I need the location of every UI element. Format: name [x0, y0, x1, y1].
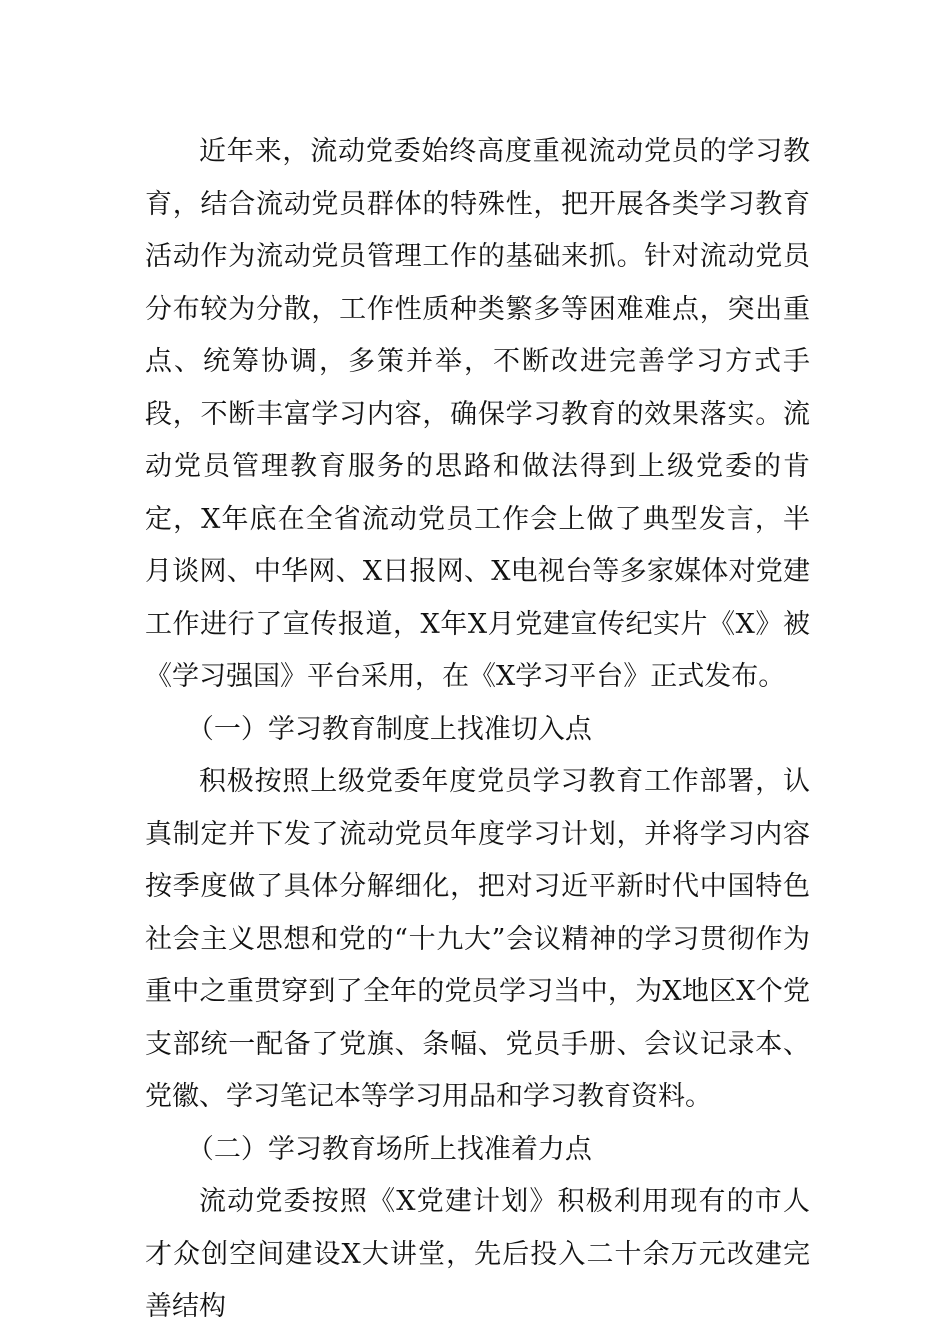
section-heading-2: （二）学习教育场所上找准着力点: [186, 1133, 592, 1165]
paragraph-section-2: 流动党委按照《X党建计划》积极利用现有的市人才众创空间建设X大讲堂，先后投入二十余万元改建完善结构: [145, 1186, 810, 1322]
section-heading-1: （一）学习教育制度上找准切入点: [186, 713, 592, 745]
paragraph-section-1: 积极按照上级党委年度党员学习教育工作部署，认真制定并下发了流动党员年度学习计划，并将学习内容按季度做了具体分解细化，把对习近平新时代中国特色社会主义思想和党的“十九大”会议精神的学习贯彻作为重中之重贯穿到了全年的党员学习当中，为X地区X个党支部统一配备了党旗、条幅、党员手册、会议记录本、党徽、学习笔记本等学习用品和学习教育资料。: [145, 766, 810, 1112]
paragraph-intro: 近年来，流动党委始终高度重视流动党员的学习教育，结合流动党员群体的特殊性，把开展各类学习教育活动作为流动党员管理工作的基础来抓。针对流动党员分布较为分散，工作性质种类繁多等困难难点，突出重点、统筹协调，多策并举，不断改进完善学习方式手段，不断丰富学习内容，确保学习教育的效果落实。流动党员管理教育服务的思路和做法得到上级党委的肯定，X年底在全省流动党员工作会上做了典型发言，半月谈网、中华网、X日报网、X电视台等多家媒体对党建工作进行了宣传报道，X年X月党建宣传纪实片《X》被《学习强国》平台采用，在《X学习平台》正式发布。: [145, 136, 810, 692]
document-body: [145, 126, 810, 1334]
